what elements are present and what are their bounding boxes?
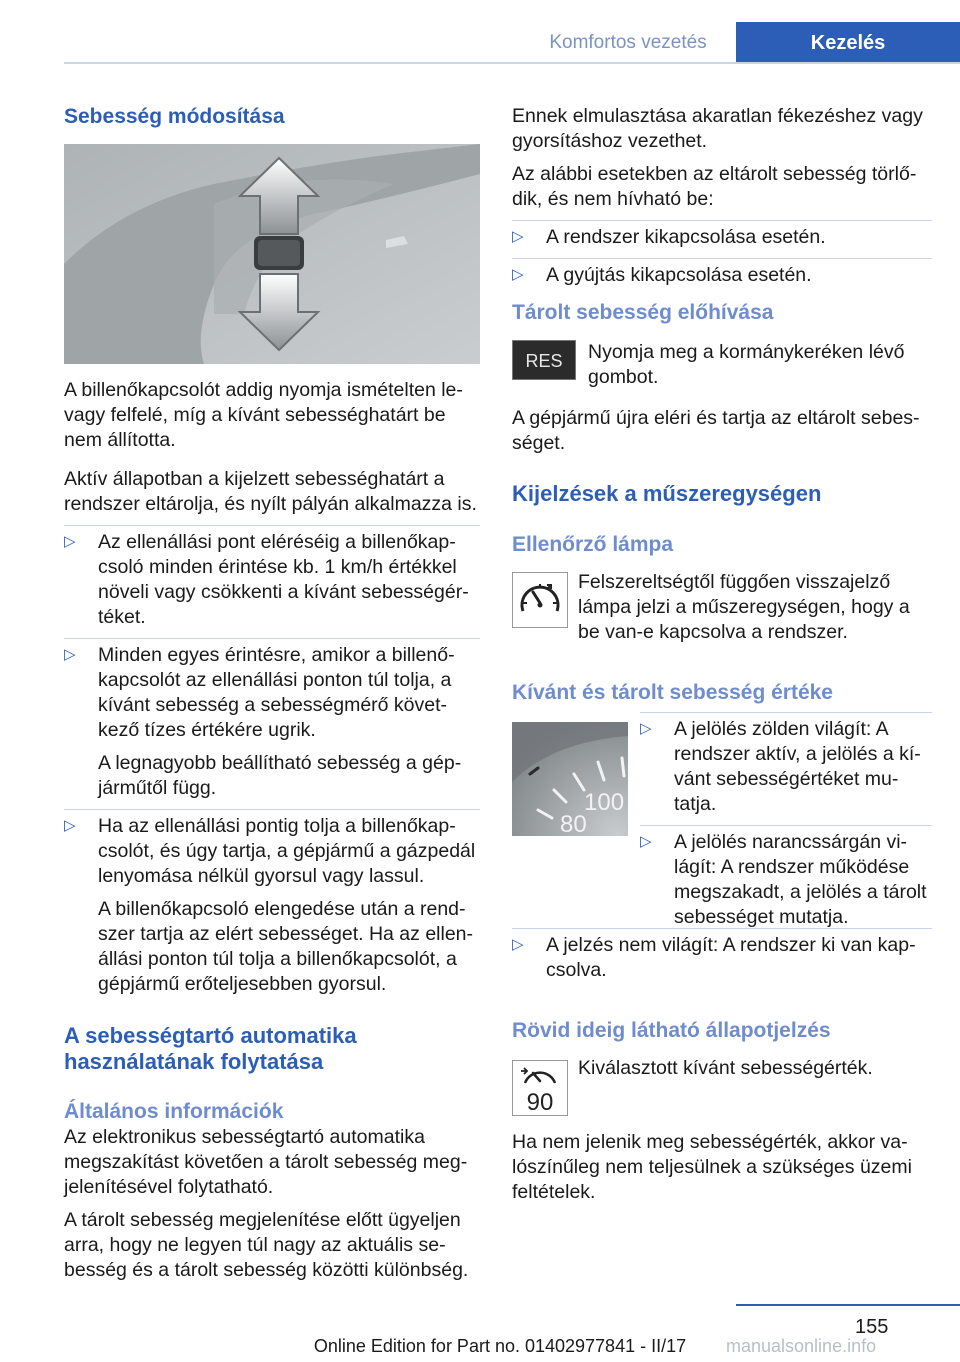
list-item <box>64 643 480 801</box>
paragraph: A tárolt sebesség megjelenítése előtt ügyeljen arra, hogy ne legyen túl nagy az aktuális sebesség és a tárolt sebesség közötti különbség. <box>64 1209 469 1281</box>
cruise-control-lamp-icon <box>512 572 568 628</box>
steering-wheel-image <box>64 144 480 364</box>
section-title-speed-change: Sebesség módosítása <box>64 105 285 128</box>
list-item-text: A jelzés nem világít: A rendszer ki van kapcsolva. <box>546 934 916 981</box>
list-separator <box>512 258 932 259</box>
list-item <box>640 717 932 817</box>
list-separator <box>512 928 932 929</box>
gauge-label: 100 <box>584 789 625 816</box>
subsection-title-short-status: Rövid ideig látható állapotjelzés <box>512 1019 831 1042</box>
list-item-text: A billenőkapcsoló elengedése után a rendszer tartja az elért sebességet. Ha az ellenállási ponton túl tolja a billenőkapcsolót, a gépjármű erőteljesebben gyorsul. <box>98 898 474 995</box>
list-item <box>640 830 932 930</box>
page-number: 155 <box>855 1316 889 1338</box>
header-section: Komfortos vezetés <box>520 28 736 62</box>
header-rule <box>64 62 960 64</box>
list-item-text: Ha az ellenállási pontig tolja a billenőkapcsolót, és úgy tartja, a gépjármű a gázpedál lenyomása nélkül gyorsul vagy lassul. <box>98 815 476 887</box>
set-speed-value: 90 <box>526 1089 554 1115</box>
footer-rule <box>736 1304 960 1306</box>
steering-wheel-illustration <box>64 144 480 364</box>
bullet-triangle-icon: ▷ <box>640 720 652 737</box>
list-item-text: A rendszer kikapcsolása esetén. <box>546 226 826 248</box>
paragraph: A billenőkapcsolót addig nyomja ismételten le- vagy felfelé, míg a kívánt sebességhatárt be nem állította. <box>64 379 463 451</box>
list-separator <box>64 638 480 639</box>
paragraph: Ennek elmulasztása akaratlan fékezéshez vagy gyorsításhoz vezethet. <box>512 105 923 152</box>
subsection-title-indicator-lamp: Ellenőrző lámpa <box>512 533 674 556</box>
list-item <box>64 530 480 630</box>
list-separator <box>640 825 932 826</box>
set-speed-90-icon <box>512 1060 568 1116</box>
subsection-title-desired-value: Kívánt és tárolt sebesség értéke <box>512 681 833 704</box>
list-item <box>512 263 932 288</box>
list-separator <box>64 525 480 526</box>
paragraph: Kiválasztott kívánt sebességérték. <box>578 1057 873 1079</box>
list-item-text: Minden egyes érintésre, amikor a billenőkapcsolót az ellenállási ponton túl tolja, a kívánt sebesség a sebességmérő következő tízes értékére ugrik. <box>98 644 455 741</box>
list-item <box>512 933 932 983</box>
bullet-triangle-icon: ▷ <box>64 646 76 663</box>
bullet-triangle-icon: ▷ <box>64 533 76 550</box>
header-chapter: Kezelés <box>736 22 960 62</box>
res-button-icon: RES <box>512 340 576 380</box>
list-item-text: A jelölés narancssárgán világít: A rendszer működése megszakadt, a jelölés a tárolt sebességet mutatja. <box>674 831 927 928</box>
bullet-triangle-icon: ▷ <box>512 936 524 953</box>
paragraph: Aktív állapotban a kijelzett sebességhatárt a rendszer eltárolja, és nyílt pályán alkalmazza is. <box>64 468 477 515</box>
list-separator <box>640 712 932 713</box>
paragraph: Az alábbi esetekben az eltárolt sebesség törlődik, és nem hívható be: <box>512 163 917 210</box>
list-item-text: Az ellenállási pont eléréséig a billenőkapcsoló minden érintése kb. 1 km/h értékkel növeli vagy csökkenti a kívánt sebességértéket. <box>98 531 469 628</box>
paragraph: A gépjármű újra eléri és tartja az eltárolt sebességet. <box>512 407 920 454</box>
list-item <box>64 814 480 997</box>
bullet-triangle-icon: ▷ <box>512 228 524 245</box>
gauge-label: 80 <box>560 811 587 836</box>
paragraph: Az elektronikus sebességtartó automatika megszakítást követően a tárolt sebesség megjelenítésével folytatható. <box>64 1126 468 1198</box>
list-item-text: A jelölés zölden világít: A rendszer aktív, a jelölés a kívánt sebességértéket mutatja. <box>674 718 921 815</box>
paragraph: Ha nem jelenik meg sebességérték, akkor valószínűleg nem teljesülnek a szükséges üzemi feltételek. <box>512 1131 912 1203</box>
list-item-text: A legnagyobb beállítható sebesség a gépjárműtől függ. <box>98 752 462 799</box>
bullet-triangle-icon: ▷ <box>512 266 524 283</box>
list-separator <box>64 809 480 810</box>
speedometer-image <box>512 722 628 836</box>
paragraph: Felszereltségtől függően visszajelző lámpa jelzi a műszeregységen, hogy a be van-e kapcsolva a rendszer. <box>578 571 910 643</box>
subsection-title-general: Általános információk <box>64 1100 284 1123</box>
watermark: manualsonline.info <box>726 1336 877 1356</box>
subsection-title-recall: Tárolt sebesség előhívása <box>512 301 774 324</box>
paragraph: Nyomja meg a kormánykeréken lévő gombot. <box>588 341 905 388</box>
section-title-display: Kijelzések a műszeregységen <box>512 481 822 506</box>
section-title-resume: A sebességtartó automatika használatának folytatása <box>64 1023 357 1074</box>
bullet-triangle-icon: ▷ <box>64 817 76 834</box>
list-item <box>512 225 932 250</box>
edition-note: Online Edition for Part no. 01402977841 - II/17 <box>313 1336 687 1356</box>
list-separator <box>512 220 932 221</box>
list-item-text: A gyújtás kikapcsolása esetén. <box>546 264 812 286</box>
bullet-triangle-icon: ▷ <box>640 833 652 850</box>
